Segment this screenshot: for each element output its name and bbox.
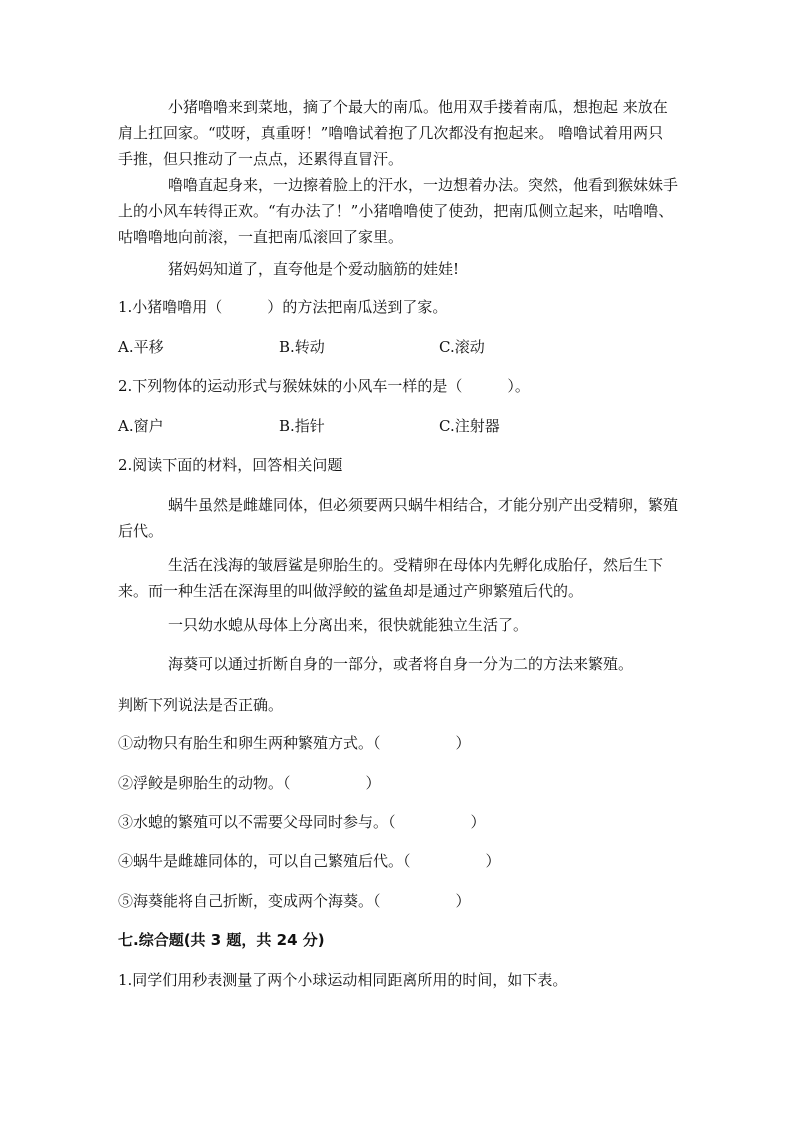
question-1: 1.小猪噜噜用（ ）的方法把南瓜送到了家。 (118, 298, 448, 316)
reading-paragraph-1: 蜗牛虽然是雌雄同体，但必须要两只蜗牛相结合，才能分别产出受精卵，繁殖后代。 (118, 496, 679, 540)
reading-paragraph-4: 海葵可以通过折断自身的一部分，或者将自身一分为二的方法来繁殖。 (168, 655, 634, 673)
question-1-option-a: A.平移 (118, 338, 164, 356)
judge-item-4: ④蜗牛是雌雄同体的，可以自己繁殖后代。（ ） (118, 852, 501, 870)
question-1-option-c: C.滚动 (439, 338, 485, 356)
story-paragraph-1: 小猪噜噜来到菜地，摘了个最大的南瓜。他用双手搂着南瓜，想抱起 来放在肩上扛回家。“哎呀，真重呀！”噜噜试着抱了几次都没有抱起来。 噜噜试着用两只手推，但只推动了一点点，还累得直冒汗。 (118, 98, 668, 168)
story-paragraph-2: 噜噜直起身来，一边擦着脸上的汗水，一边想着办法。突然，他看到猴妹妹手上的小风车转得正欢。“有办法了！”小猪噜噜使了使劲，把南瓜侧立起来，咕噜噜、咕噜噜地向前滚，一直把南瓜滚回了家里。 (118, 176, 679, 246)
question-1-option-b: B.转动 (279, 338, 325, 356)
judge-item-1: ①动物只有胎生和卵生两种繁殖方式。（ ） (118, 734, 471, 752)
question-2: 2.下列物体的运动形式与猴妹妹的小风车一样的是（ ）。 (118, 377, 530, 395)
judge-item-3: ③水螅的繁殖可以不需要父母同时参与。（ ） (118, 813, 486, 831)
judge-prompt: 判断下列说法是否正确。 (118, 696, 284, 714)
reading-paragraph-3: 一只幼水螅从母体上分离出来，很快就能独立生活了。 (168, 616, 529, 634)
judge-item-5: ⑤海葵能将自己折断，变成两个海葵。（ ） (118, 892, 471, 910)
judge-item-2: ②浮鲛是卵胎生的动物。（ ） (118, 774, 381, 792)
reading-section-title: 2.阅读下面的材料，回答相关问题 (118, 456, 343, 474)
section-heading: 七.综合题(共 3 题，共 24 分) (118, 931, 325, 949)
question-2-option-b: B.指针 (279, 417, 325, 435)
question-2-option-a: A.窗户 (118, 417, 164, 435)
reading-paragraph-2: 生活在浅海的皱唇鲨是卵胎生的。受精卵在母体内先孵化成胎仔，然后生下来。而一种生活在深海里的叫做浮鲛的鲨鱼却是通过产卵繁殖后代的。 (118, 556, 664, 600)
comprehensive-question-1: 1.同学们用秒表测量了两个小球运动相同距离所用的时间，如下表。 (118, 971, 568, 989)
story-paragraph-3: 猪妈妈知道了，直夸他是个爱动脑筋的娃娃! (168, 260, 460, 278)
question-2-option-c: C.注射器 (439, 417, 500, 435)
